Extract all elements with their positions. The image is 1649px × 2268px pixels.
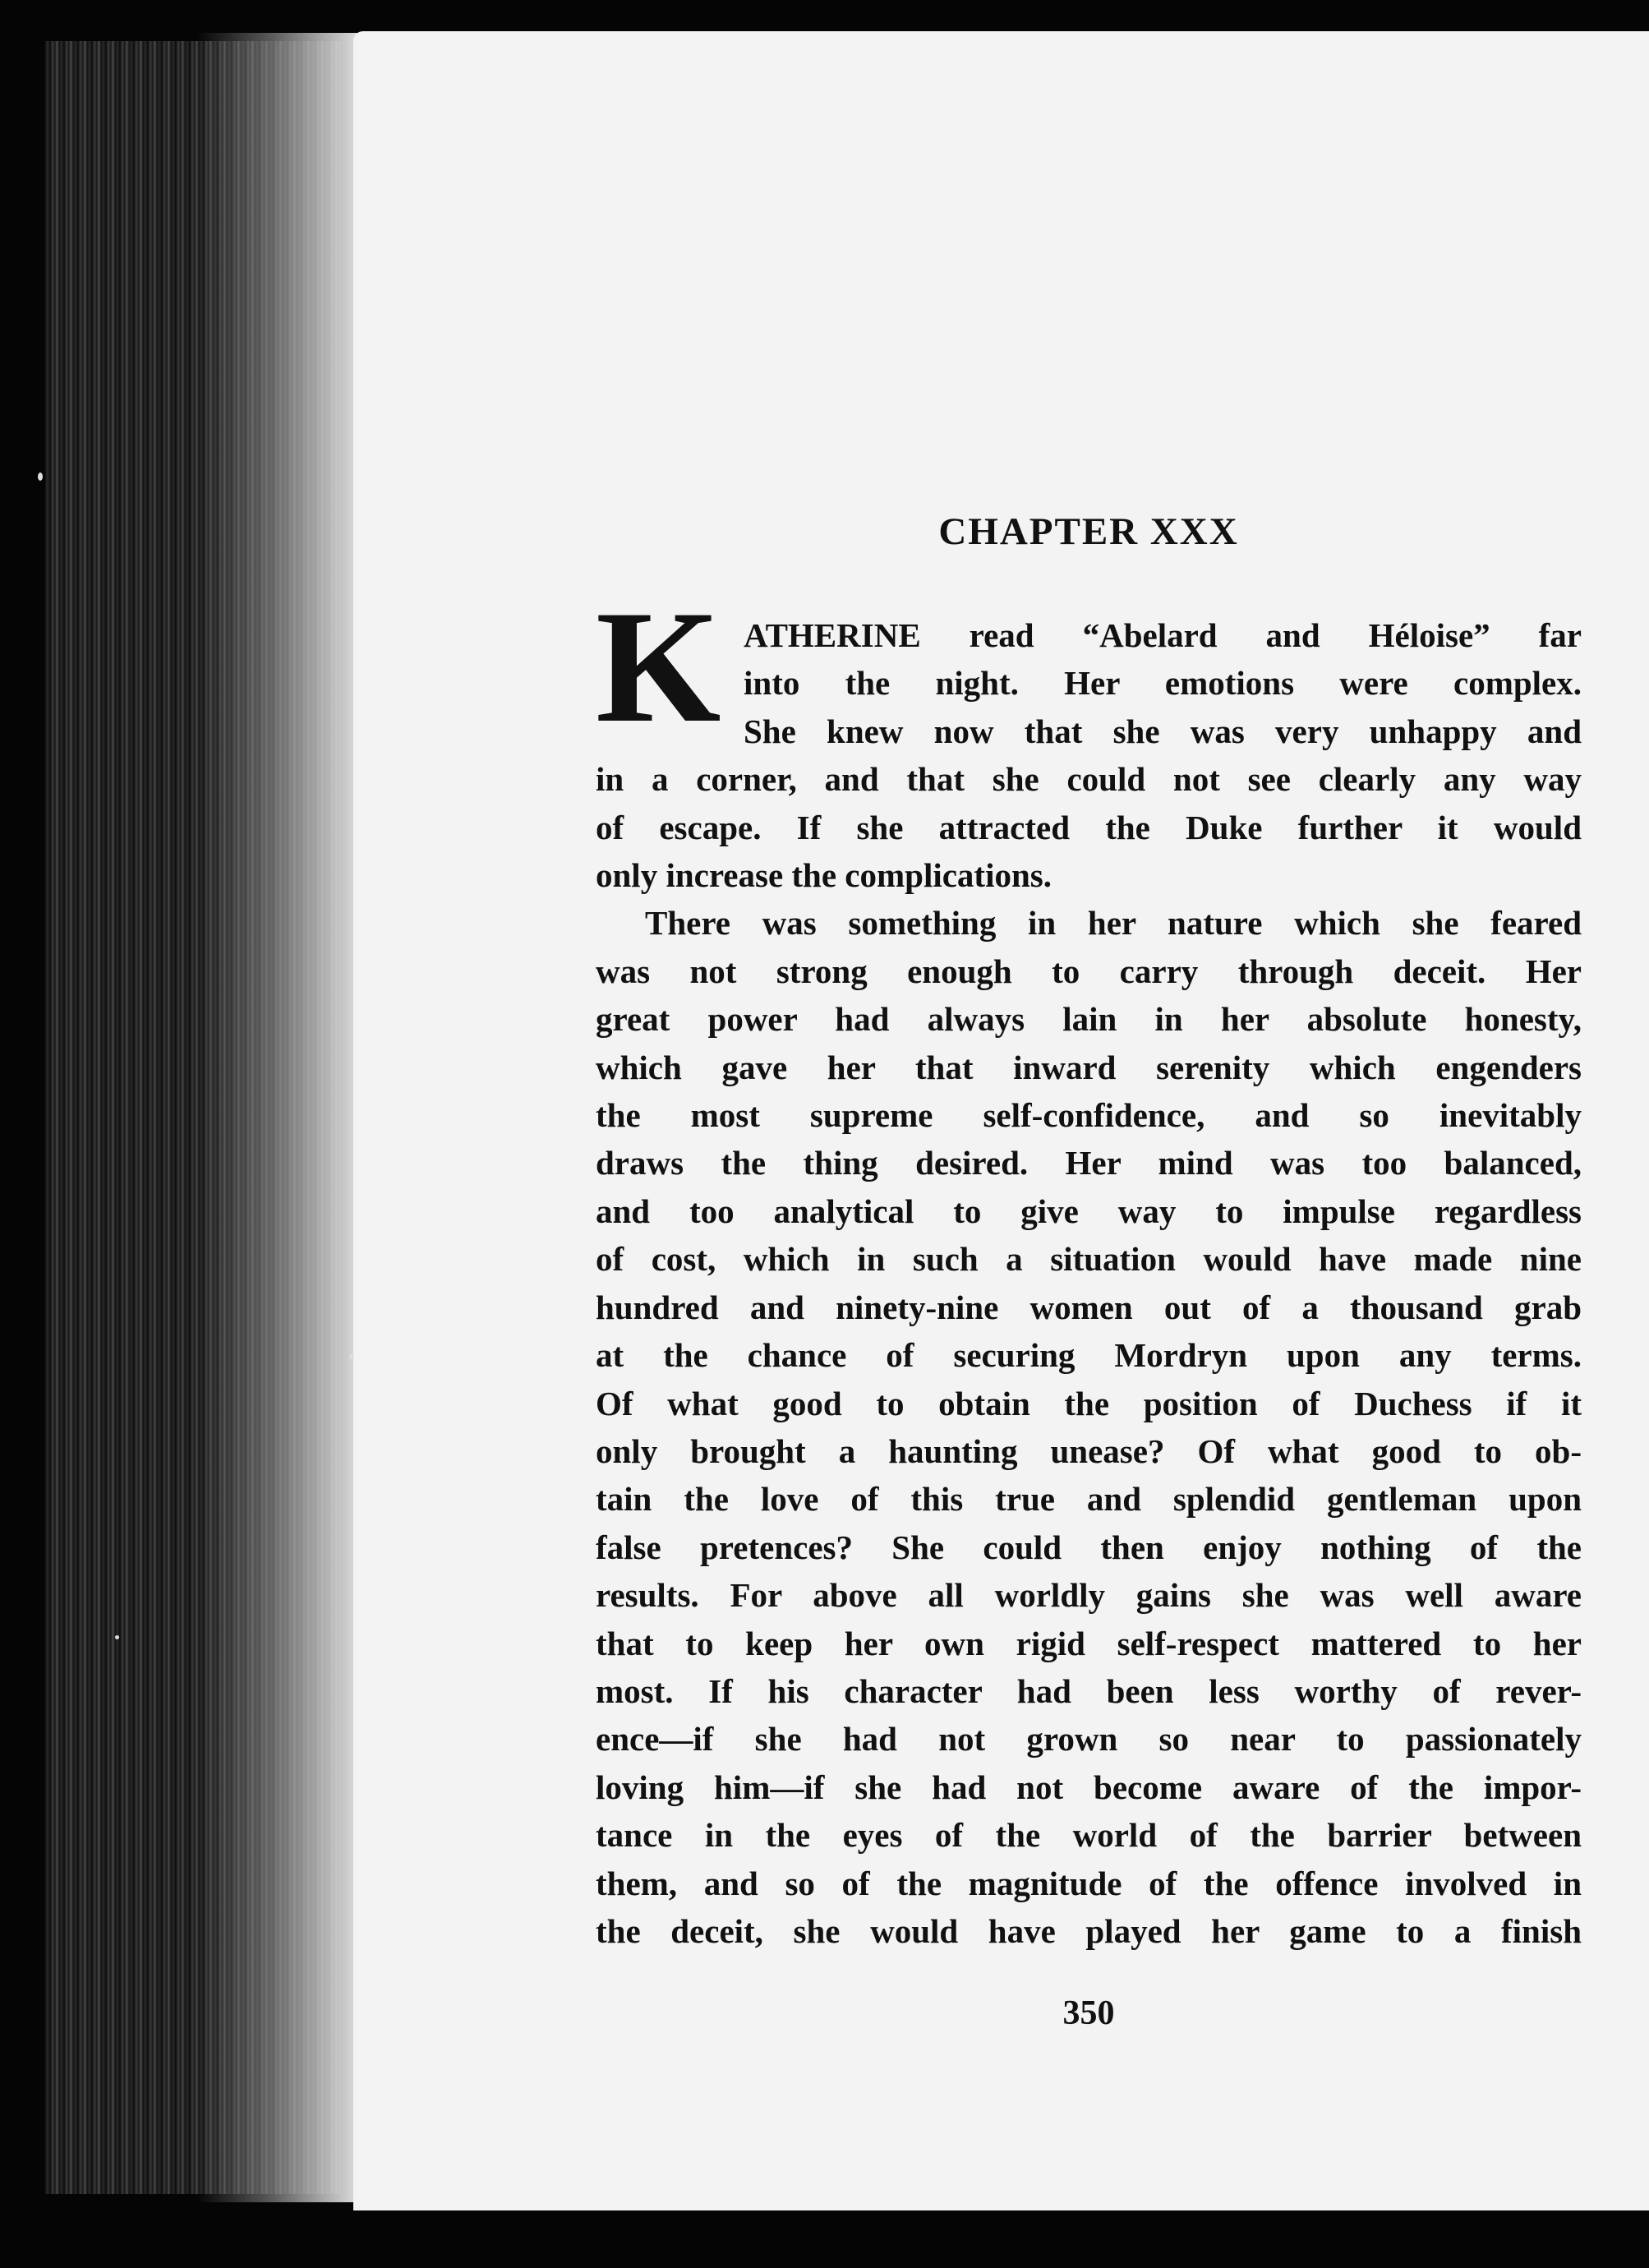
- text-line: that to keep her own rigid self-respect mattered to her: [596, 1624, 1582, 1662]
- text-line: tance in the eyes of the world of the barrier between: [596, 1816, 1582, 1855]
- text-line: great power had always lain in her absolute honesty,: [596, 1000, 1582, 1039]
- text-line: of escape. If she attracted the Duke further it would: [596, 808, 1582, 846]
- text-line: which gave her that inward serenity which engenders: [596, 1048, 1582, 1086]
- text-line: only increase the complications.: [596, 856, 1052, 895]
- text-line: tain the love of this true and splendid gentleman upon: [596, 1480, 1582, 1519]
- dust-speck: [349, 1354, 354, 1359]
- text-line: results. For above all worldly gains she was well aware: [596, 1576, 1582, 1615]
- dust-speck: [115, 1635, 119, 1639]
- text-line: ATHERINE read “Abelard and Héloise” far: [744, 616, 1582, 654]
- text-line: the deceit, she would have played her game to a finish: [596, 1911, 1582, 1950]
- drop-cap: K: [596, 578, 721, 756]
- text-line: hundred and ninety-nine women out of a thousand grab: [596, 1288, 1582, 1326]
- chapter-title: CHAPTER XXX: [938, 510, 1239, 553]
- page-gutter-shadow: [197, 33, 362, 2202]
- text-line: was not strong enough to carry through deceit. Her: [596, 952, 1582, 990]
- text-line: There was something in her nature which she feared: [645, 904, 1582, 943]
- text-line: false pretences? She could then enjoy nothing of the: [596, 1528, 1582, 1566]
- text-line: ence—if she had not grown so near to passionately: [596, 1720, 1582, 1759]
- paragraph-1: [596, 611, 1582, 1955]
- text-line: the most supreme self-confidence, and so inevitably: [596, 1096, 1582, 1135]
- page-number: 350: [1062, 1994, 1115, 2032]
- text-line: loving him—if she had not become aware of the impor-: [596, 1768, 1582, 1806]
- text-line: most. If his character had been less worthy of rever-: [596, 1671, 1582, 1710]
- text-line: at the chance of securing Mordryn upon any terms.: [596, 1336, 1582, 1375]
- text-line: only brought a haunting unease? Of what good to ob-: [596, 1431, 1582, 1470]
- text-line: into the night. Her emotions were complex.: [744, 664, 1582, 703]
- text-line: in a corner, and that she could not see clearly any way: [596, 760, 1582, 799]
- text-line: and too analytical to give way to impulse regardless: [596, 1192, 1582, 1230]
- text-line: draws the thing desired. Her mind was too balanced,: [596, 1144, 1582, 1182]
- text-line: She knew now that she was very unhappy and: [744, 712, 1582, 750]
- text-line: them, and so of the magnitude of the offence involved in: [596, 1864, 1582, 1902]
- text-line: Of what good to obtain the position of Duchess if it: [596, 1384, 1582, 1422]
- dust-speck: [38, 472, 43, 481]
- text-line: of cost, which in such a situation would have made nine: [596, 1240, 1582, 1279]
